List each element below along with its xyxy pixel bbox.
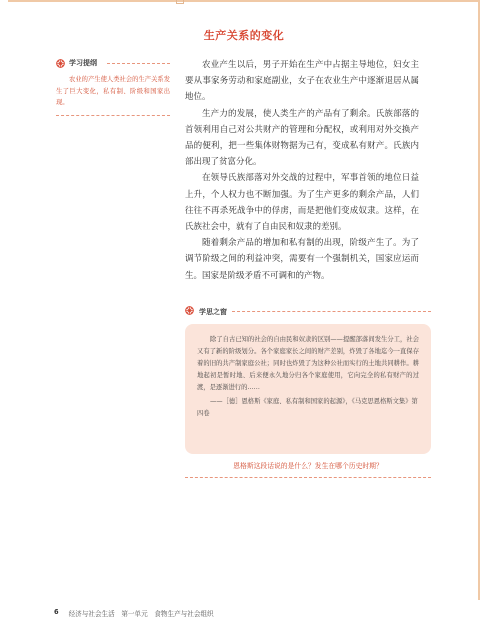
footer-text: 经济与社会生活 第一单元 食物生产与社会组织 [68, 610, 214, 618]
study-outline-sidebar [56, 58, 170, 116]
divider [185, 477, 431, 478]
crop-mark [176, 0, 184, 4]
page-footer [54, 608, 214, 618]
study-outline-heading: 学习提纲 [69, 59, 97, 67]
study-window-header [185, 306, 431, 317]
page-border-top [8, 0, 480, 2]
flower-icon [56, 59, 65, 68]
section-title: 生产关系的变化 [203, 29, 285, 42]
divider [107, 63, 170, 64]
body-paragraph: 随着剩余产品的增加和私有制的出现，阶级产生了。为了调节阶级之间的利益冲突，需要有一个强制机关，国家应运而生。国家是阶级矛盾不可调和的产物。 [185, 238, 419, 281]
discussion-question: 恩格斯这段话说的是什么？发生在哪个历史时期？ [233, 462, 383, 470]
body-paragraph: 农业产生以后，男子开始在生产中占据主导地位，妇女主要从事家务劳动和家庭副业，女子在农业生产中逐渐退居从属地位。 [185, 60, 419, 103]
divider [232, 311, 431, 312]
body-paragraph: 在领导氏族部落对外交战的过程中，军事首领的地位日益上升，个人权力也不断加强。为了生产更多的剩余产品，人们往往不再杀死战争中的俘虏，而是把他们变成奴隶。这样，在氏族社会中，就有了自由民和奴隶的差别。 [185, 173, 419, 233]
body-paragraph: 生产力的发展，使人类生产的产品有了剩余。氏族部落的首领利用自己对公共财产的管理和分配权，或利用对外交换产品的便利，把一些集体财物据为己有，变成私有财产。氏族内部出现了贫富分化。 [185, 108, 419, 168]
study-window-heading: 学思之窗 [199, 307, 227, 316]
page-number: 6 [54, 608, 59, 616]
page-border-right [478, 0, 480, 600]
study-outline-text: 农业的产生使人类社会的生产关系发生了巨大变化，私有制、阶级和国家出现。 [56, 76, 170, 106]
divider [56, 115, 170, 116]
main-body-text [185, 57, 419, 284]
study-outline-header [56, 58, 170, 68]
flower-icon [185, 306, 194, 317]
quote-source: ——［德］恩格斯《家庭、私有制和国家的起源》，《马克思恩格斯文集》第四卷 [197, 398, 418, 417]
quote-text: 除了自古已知的社会的自由民和奴隶的区别——提醒部落间发生分工，社会又有了新的阶级划分。各个家庭家长之间的财产差别，炸毁了各地迄今一直保存着的旧的共产制家庭公社；同时也炸毁了为这种公社而实行的土地共同耕作。耕地起初是暂时地、后来便永久地分归各个家庭使用，它向完全的私有财产的过渡，是逐渐进行的…… [197, 336, 419, 391]
quote-box [185, 324, 431, 454]
